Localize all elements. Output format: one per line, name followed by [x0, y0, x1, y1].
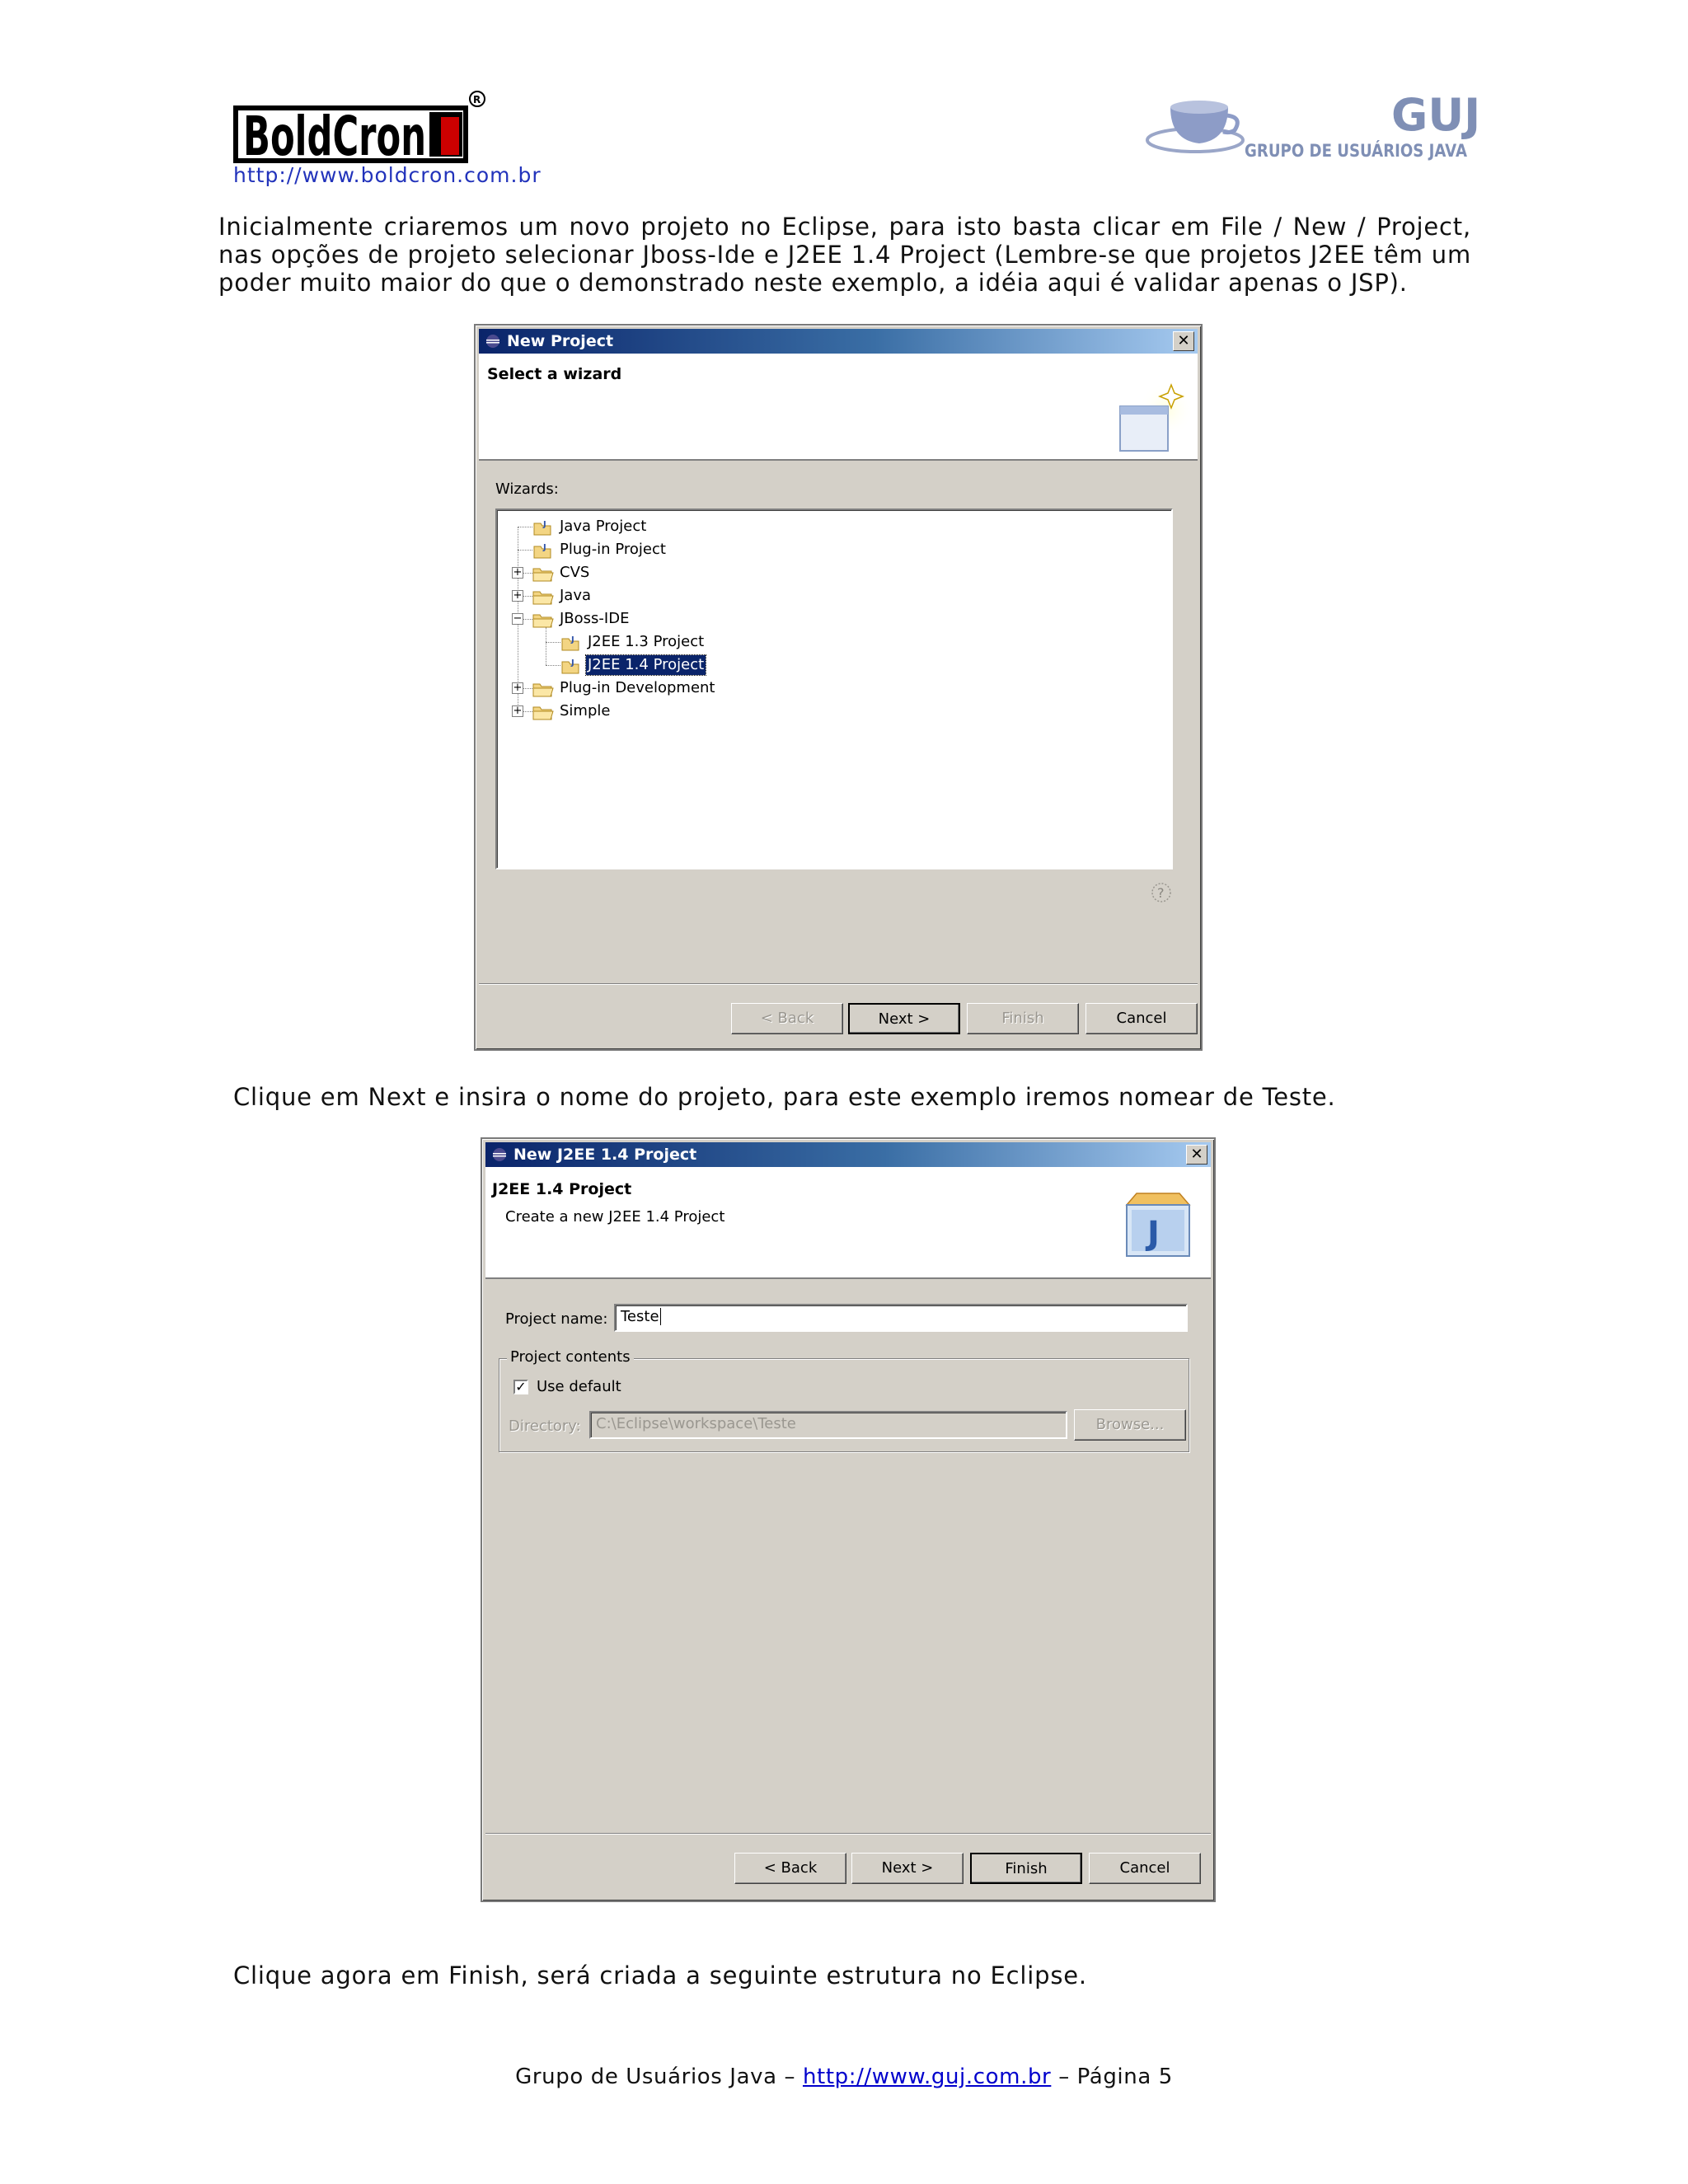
tree-item-label: Simple [560, 702, 611, 719]
page-footer [0, 2064, 1688, 2089]
wizard-banner [485, 1167, 1211, 1279]
banner-subtitle: Create a new J2EE 1.4 Project [505, 1208, 725, 1226]
title-bar[interactable] [479, 329, 1198, 354]
tree-item-label: Plug-in Development [560, 679, 715, 696]
footer-prefix: Grupo de Usuários Java – [515, 2064, 803, 2089]
j2ee-project-icon [1120, 1188, 1196, 1259]
finish-button[interactable]: Finish [967, 1003, 1079, 1034]
guj-logo-title: GUJ [1391, 89, 1481, 141]
help-icon[interactable] [1150, 881, 1173, 904]
project-icon [532, 518, 555, 537]
folder-icon [532, 565, 555, 583]
tree-item-label: Plug-in Project [560, 541, 666, 558]
tree-expander[interactable]: − [513, 612, 523, 625]
folder-icon [532, 680, 555, 698]
guj-logo [1137, 82, 1503, 165]
dialog-title: New J2EE 1.4 Project [513, 1146, 697, 1164]
folder-icon [532, 611, 555, 629]
eclipse-icon [490, 1147, 509, 1162]
banner-title: Select a wizard [487, 365, 622, 383]
footer-link[interactable]: http://www.guj.com.br [802, 2064, 1052, 2089]
project-name-label: Project name: [505, 1310, 608, 1328]
svg-text:?: ? [1157, 885, 1165, 901]
back-button[interactable]: < Back [734, 1853, 846, 1884]
wizards-label: Wizards: [495, 480, 559, 498]
banner-title: J2EE 1.4 Project [492, 1180, 632, 1198]
browse-button[interactable]: Browse... [1074, 1409, 1186, 1441]
cancel-button[interactable]: Cancel [1089, 1853, 1201, 1884]
folder-icon [532, 588, 555, 606]
finish-step-paragraph: Clique agora em Finish, será criada a seguinte estrutura no Eclipse. [233, 1961, 1087, 1990]
tree-expander[interactable]: + [513, 705, 523, 717]
directory-label: Directory: [509, 1418, 581, 1435]
folder-icon [532, 703, 555, 721]
finish-button[interactable]: Finish [970, 1853, 1082, 1884]
wizards-tree[interactable] [495, 509, 1173, 869]
eclipse-icon [484, 334, 502, 349]
use-default-checkbox[interactable]: ✓ [513, 1380, 528, 1394]
use-default-label[interactable]: Use default [537, 1378, 621, 1395]
tree-expander[interactable]: + [513, 589, 523, 602]
boldcron-logo [233, 89, 489, 168]
directory-input[interactable]: C:\Eclipse\workspace\Teste [589, 1411, 1067, 1439]
svg-text:J: J [543, 543, 546, 552]
next-button[interactable]: Next > [848, 1003, 960, 1034]
project-name-input[interactable]: Teste [614, 1304, 1188, 1332]
new-j2ee-project-dialog [481, 1137, 1216, 1902]
tree-item-label: Java Project [560, 518, 647, 535]
svg-text:J: J [571, 635, 574, 644]
project-icon [560, 657, 583, 675]
next-button[interactable]: Next > [851, 1853, 964, 1884]
intro-paragraph: Inicialmente criaremos um novo projeto no Eclipse, para isto basta clicar em File / New / Project, nas opções de projeto selecionar Jboss-Ide e J2EE 1.4 Project (Lembre-se que projetos J2EE têm um poder muito maior do que o demonstrado neste exemplo, a idéia aqui é validar apenas o JSP). [218, 213, 1471, 297]
tree-item-label: J2EE 1.4 Project [588, 656, 705, 673]
back-button[interactable]: < Back [731, 1003, 843, 1034]
tree-expander[interactable]: + [513, 566, 523, 579]
wizard-banner [479, 354, 1198, 461]
svg-text:R: R [473, 94, 481, 105]
close-button[interactable]: ✕ [1173, 331, 1194, 351]
footer-suffix: – Página 5 [1051, 2064, 1173, 2089]
wizard-icon [1117, 377, 1191, 456]
next-step-paragraph: Clique em Next e insira o nome do projeto, para este exemplo iremos nomear de Teste. [233, 1083, 1336, 1111]
project-icon [532, 541, 555, 560]
svg-text:J: J [543, 520, 546, 529]
boldcron-url[interactable]: http://www.boldcron.com.br [233, 163, 542, 187]
tree-item-label: JBoss-IDE [560, 610, 630, 627]
svg-text:J: J [1147, 1215, 1160, 1253]
project-contents-label: Project contents [507, 1348, 634, 1366]
tree-item-label: Java [560, 587, 592, 604]
new-project-dialog [474, 324, 1203, 1051]
tree-item-label: CVS [560, 564, 590, 581]
svg-text:J: J [571, 658, 574, 668]
project-icon [560, 634, 583, 652]
dialog-title: New Project [507, 332, 614, 350]
cancel-button[interactable]: Cancel [1085, 1003, 1198, 1034]
close-button[interactable]: ✕ [1186, 1145, 1207, 1165]
guj-logo-subtitle: GRUPO DE USUÁRIOS JAVA [1245, 141, 1503, 161]
boldcron-logo-text: BoldCron [243, 105, 426, 168]
title-bar[interactable] [485, 1142, 1211, 1167]
tree-expander[interactable]: + [513, 682, 523, 694]
tree-item-label: J2EE 1.3 Project [588, 633, 705, 650]
